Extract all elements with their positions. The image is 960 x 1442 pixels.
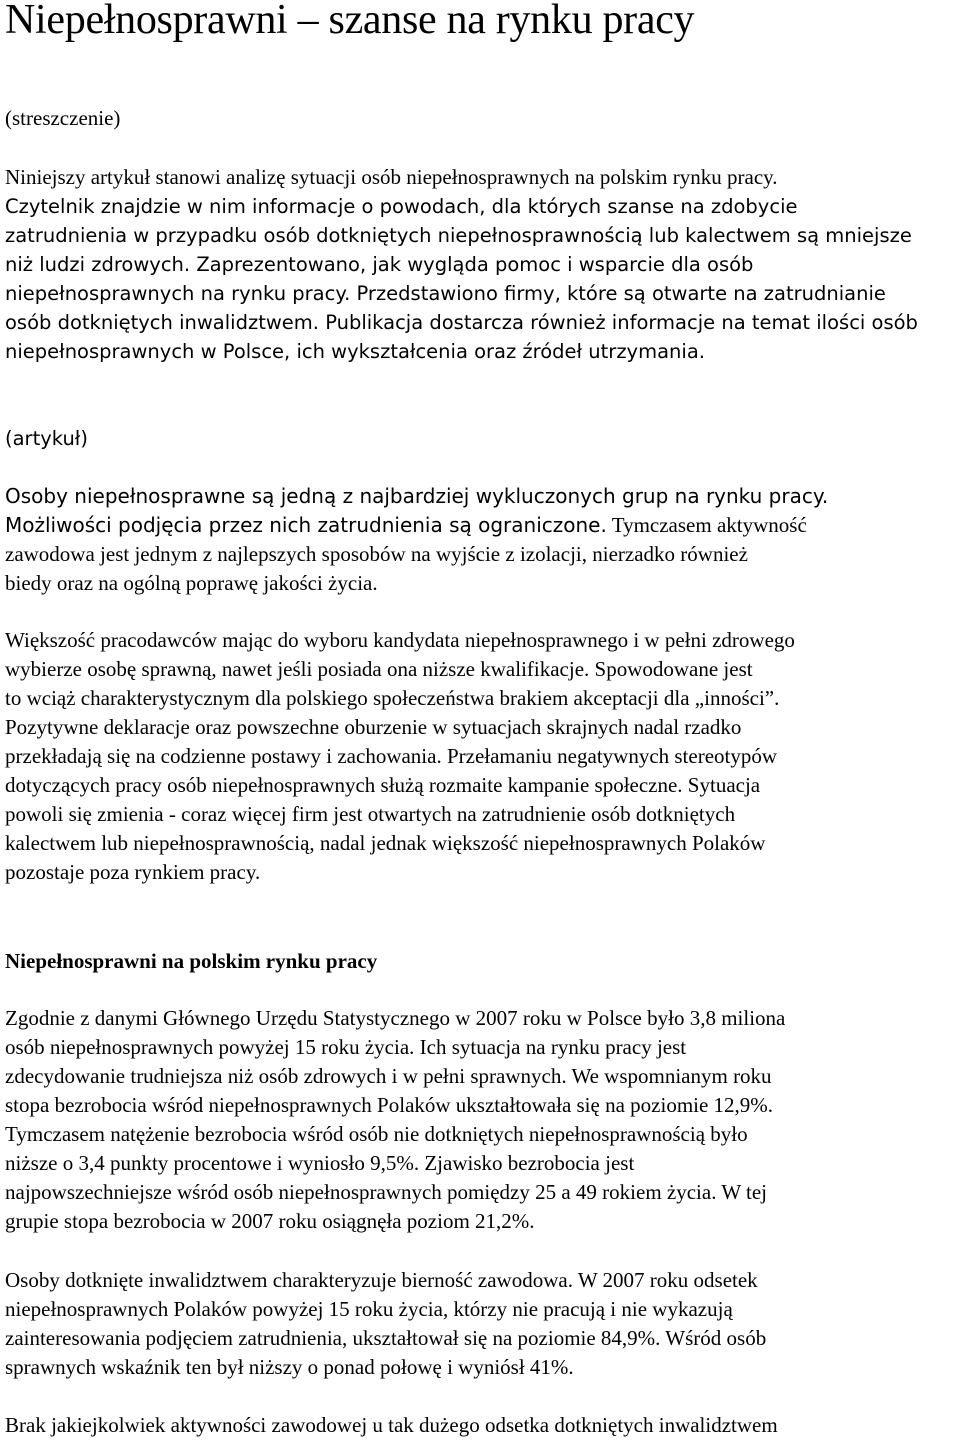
article-label-text: (artykuł) (5, 427, 88, 450)
section-line: zainteresowania podjęciem zatrudnienia, ukształtował się na poziomie 84,9%. Wśród osób (5, 1326, 767, 1350)
section-line: niepełnosprawnych Polaków powyżej 15 roku życia, którzy nie pracują i nie wykazują (5, 1297, 733, 1321)
article-line: przekładają się na codzienne postawy i zachowania. Przełamaniu negatywnych stereotypów (5, 744, 778, 768)
section-paragraph (5, 1004, 955, 1236)
summary-label-text: (streszczenie) (5, 106, 121, 130)
section-line: osób niepełnosprawnych powyżej 15 roku życia. Ich sytuacja na rynku pracy jest (5, 1035, 687, 1059)
summary-line: Niniejszy artykuł stanowi analizę sytuacji osób niepełnosprawnych na polskim rynku pracy. (5, 165, 778, 189)
section-line: grupie stopa bezrobocia w 2007 roku osiągnęła poziom 21,2%. (5, 1209, 535, 1233)
article-line: pozostaje poza rynkiem pracy. (5, 860, 261, 884)
section-line: Zgodnie z danymi Głównego Urzędu Statystycznego w 2007 roku w Polsce było 3,8 miliona (5, 1006, 786, 1030)
document-title: Niepełnosprawni – szanse na rynku pracy (5, 0, 695, 43)
section-paragraph (5, 1411, 955, 1440)
summary-line: Publikacja dostarcza również informacje na temat ilości osób (319, 311, 918, 334)
article-line: to wciąż charakterystycznym dla polskiego społeczeństwa brakiem akceptacji dla „inności”. (5, 686, 780, 710)
article-line: biedy oraz na ogólną poprawę jakości życia. (5, 571, 378, 595)
summary-line: Czytelnik znajdzie w nim informacje o powodach, dla których szanse na zdobycie (5, 195, 798, 218)
section-line: Tymczasem natężenie bezrobocia wśród osób nie dotkniętych niepełnosprawnością było (5, 1122, 748, 1146)
summary-paragraph (5, 163, 955, 366)
article-intro-paragraph (5, 482, 955, 598)
article-line: Większość pracodawców mając do wyboru kandydata niepełnosprawnego i w pełni zdrowego (5, 628, 795, 652)
section-line: najpowszechniejsze wśród osób niepełnosprawnych pomiędzy 25 a 49 rokiem życia. W tej (5, 1180, 768, 1204)
article-line: Możliwości podjęcia przez nich zatrudnienia są ograniczone. (5, 513, 607, 537)
section-line: Osoby dotknięte inwalidztwem charakteryzuje bierność zawodowa. W 2007 roku odsetek (5, 1268, 758, 1292)
summary-line: niż ludzi zdrowych. (5, 253, 191, 276)
article-label (5, 424, 955, 453)
article-line: Tymczasem aktywność (606, 513, 807, 537)
summary-line: niepełnosprawnych w Polsce, ich wykształcenia oraz źródeł utrzymania. (5, 340, 705, 363)
summary-line: zatrudnienia w przypadku osób dotkniętych niepełnosprawnością lub kalectwem są mniejsze (5, 224, 912, 247)
summary-line: Przedstawiono firmy, które są otwarte na zatrudnianie (350, 282, 886, 305)
article-line: Pozytywne deklaracje oraz powszechne oburzenie w sytuacjach skrajnych nadal rzadko (5, 715, 742, 739)
summary-line: osób dotkniętych inwalidztwem. (5, 311, 319, 334)
summary-label (5, 104, 955, 133)
article-line: powoli się zmienia - coraz więcej firm jest otwartych na zatrudnienie osób dotkniętych (5, 802, 736, 826)
section-line: niższe o 3,4 punkty procentowe i wyniosło 9,5%. Zjawisko bezrobocia jest (5, 1151, 635, 1175)
article-line: wybierze osobę sprawną, nawet jeśli posiada ona niższe kwalifikacje. Spowodowane jest (5, 657, 753, 681)
article-line: dotyczących pracy osób niepełnosprawnych służą rozmaite kampanie społeczne. Sytuacja (5, 773, 761, 797)
summary-line: niepełnosprawnych na rynku pracy. (5, 282, 351, 305)
article-line: zawodowa jest jednym z najlepszych sposobów na wyjście z izolacji, nierzadko również (5, 542, 748, 566)
summary-line: Zaprezentowano, jak wygląda pomoc i wsparcie dla osób (190, 253, 754, 276)
section-heading (5, 947, 955, 976)
section-line: Brak jakiejkolwiek aktywności zawodowej u tak dużego odsetka dotkniętych inwalidztwem (5, 1413, 778, 1437)
article-line: kalectwem lub niepełnosprawnością, nadal jednak większość niepełnosprawnych Polaków (5, 831, 766, 855)
section-paragraph (5, 1266, 955, 1382)
article-paragraph (5, 626, 955, 887)
section-line: sprawnych wskaźnik ten był niższy o ponad połowę i wyniósł 41%. (5, 1355, 574, 1379)
section-line: zdecydowanie trudniejsza niż osób zdrowych i w pełni sprawnych. We wspomnianym roku (5, 1064, 772, 1088)
section-line: stopa bezrobocia wśród niepełnosprawnych Polaków ukształtowała się na poziomie 12,9%. (5, 1093, 774, 1117)
section-heading-text: Niepełnosprawni na polskim rynku pracy (5, 949, 378, 973)
article-line: Osoby niepełnosprawne są jedną z najbardziej wykluczonych grup na rynku pracy. (5, 484, 829, 508)
